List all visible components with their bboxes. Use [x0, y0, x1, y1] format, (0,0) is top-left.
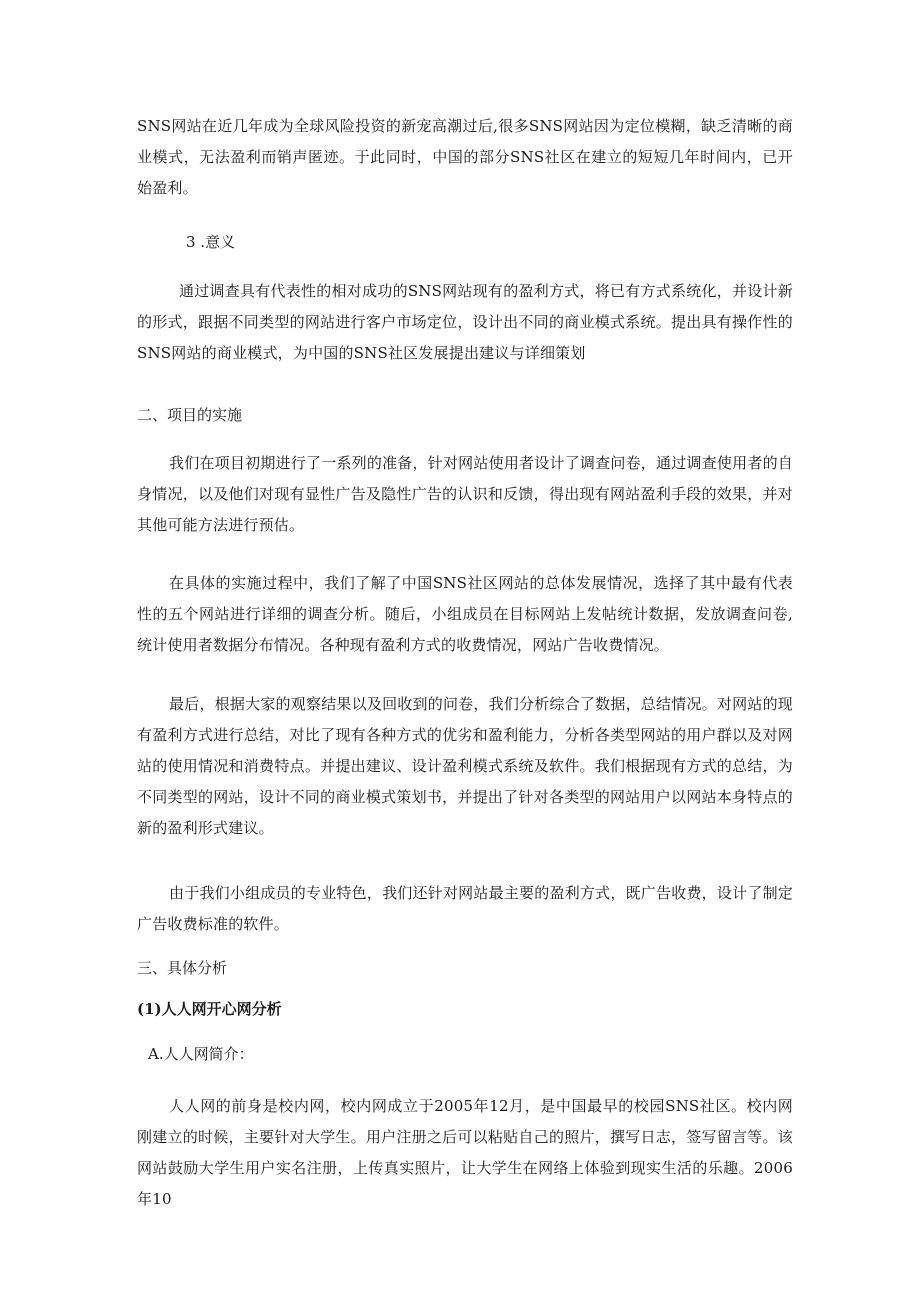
heading-significance: 3 .意义 [186, 233, 236, 251]
subheading-renren-intro: A.人人网简介： [148, 1045, 254, 1063]
paragraph-process: 在具体的实施过程中，我们了解了中国SNS社区网站的总体发展情况，选择了其中最有代表性的五个网站进行详细的调查分析。随后，小组成员在目标网站上发帖统计数据，发放调查问卷,统计使用者数据分布情况。各种现有盈利方式的收费情况，网站广告收费情况。 [137, 574, 793, 654]
section-heading-implementation: 二、项目的实施 [137, 406, 243, 424]
paragraph-preparation: 我们在项目初期进行了一系列的准备，针对网站使用者设计了调查问卷，通过调查使用者的自身情况，以及他们对现有显性广告及隐性广告的认识和反馈，得出现有网站盈利手段的效果，并对其他可能方法进行预估。 [137, 454, 793, 534]
paragraph-renren-history: 人人网的前身是校内网，校内网成立于2005年12月，是中国最早的校园SNS社区。校内网刚建立的时候，主要针对大学生。用户注册之后可以粘贴自己的照片，撰写日志，签写留言等。该网站鼓励大学生用户实名注册，上传真实照片，让大学生在网络上体验到现实生活的乐趣。2006年10 [137, 1097, 793, 1208]
paragraph-software: 由于我们小组成员的专业特色，我们还针对网站最主要的盈利方式，既广告收费，设计了制定广告收费标准的软件。 [137, 884, 793, 933]
paragraph-intro-sns: SNS网站在近几年成为全球风险投资的新宠高潮过后,很多SNS网站因为定位模糊，缺乏清晰的商业模式，无法盈利而销声匿迹。于此同时，中国的部分SNS社区在建立的短短几年时间内，已开始盈利。 [137, 117, 793, 197]
section-heading-analysis: 三、具体分析 [137, 959, 228, 977]
paragraph-significance: 通过调查具有代表性的相对成功的SNS网站现有的盈利方式，将已有方式系统化，并设计新的形式，跟据不同类型的网站进行客户市场定位，设计出不同的商业模式系统。提出具有操作性的SNS网站的商业模式，为中国的SNS社区发展提出建议与详细策划 [137, 282, 793, 362]
paragraph-summary: 最后，根据大家的观察结果以及回收到的问卷，我们分析综合了数据，总结情况。对网站的现有盈利方式进行总结，对比了现有各种方式的优劣和盈利能力，分析各类型网站的用户群以及对网站的使用情况和消费特点。并提出建议、设计盈利模式系统及软件。我们根据现有方式的总结，为不同类型的网站，设计不同的商业模式策划书，并提出了针对各类型的网站用户以网站本身特点的新的盈利形式建议。 [137, 695, 793, 837]
subheading-renren-kaixin: (1)人人网开心网分析 [137, 1000, 282, 1018]
